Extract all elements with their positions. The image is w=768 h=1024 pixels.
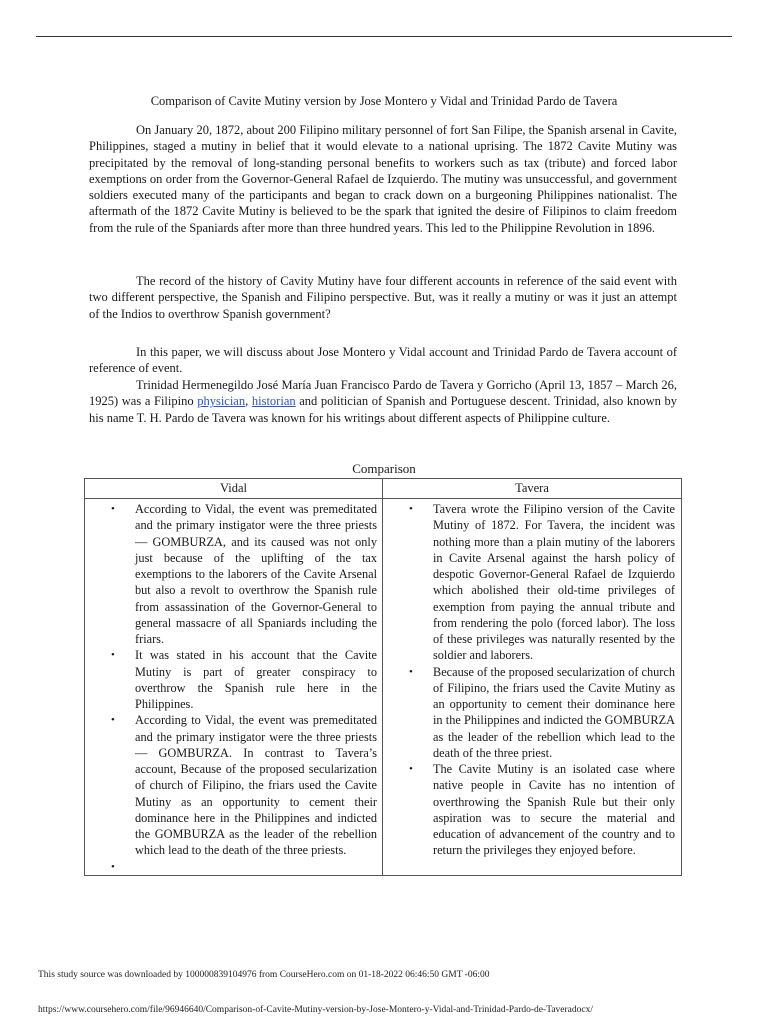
paragraph-intro: On January 20, 1872, about 200 Filipino military personnel of fort San Filipe, the Spanish arsenal in Cavite, Philippines, staged a mutiny in belief that it would elevate to a national uprising. The 1872 Cavite Mutiny was precipitated by the removal of long-standing personal benefits to workers such as tax (tribute) and forced labor exemptions on order from the Governor-General Rafael de Izquierdo. The mutiny was unsuccessful, and government soldiers executed many of the participants and began to crack down on a burgeoning Philippines nationalist. The aftermath of the 1872 Cavite Mutiny is believed to be the spark that ignited the desire of Filipinos to claim freedom from the rule of the Spaniards after more than three hundred years. This led to the Philippine Revolution in 1896. [89,123,677,235]
vidal-point-text: According to Vidal, the event was premeditated and the primary instigator were the three priests — GOMBURZA, and its caused was not only just because of the uplifting of the tax exemptions to the laborers of the Cavite Arsenal but also a revolt to overthrow the Spanish rule from assassination of the Governor-General to general massacre of all Spaniards including the friars. [135,502,377,646]
tavera-point [409,761,675,859]
bio-separator: , [245,394,252,409]
vidal-cell [85,499,383,876]
bullet-icon: • [409,503,413,515]
vidal-point-text: It was stated in his account that the Cavite Mutiny is part of greater conspiracy to overthrow the Spanish rule here in the Philippines. [135,648,377,711]
vidal-point-text: According to Vidal, the event was premeditated and the primary instigator were the three priests — GOMBURZA. In contrast to Tavera’s account, Because of the proposed secularization of church of Filipino, the friars used the Cavite Mutiny as an opportunity to cement their dominance here in the Philippines and indicted the GOMBURZA as the leader of the rebellion which lead to the death of the three priests. [135,713,377,858]
bullet-icon: • [409,665,413,678]
bullet-icon: • [111,860,115,873]
tavera-cell [383,499,682,876]
bullet-icon: • [111,714,115,727]
historian-link[interactable]: historian [251,394,296,409]
document-title: Comparison of Cavite Mutiny version by Jose Montero y Vidal and Trinidad Pardo de Tavera [150,94,618,108]
source-url[interactable]: https://www.coursehero.com/file/96946640/Comparison-of-Cavite-Mutiny-version-by-Jose-Montero-y-Vidal-and-Trinidad-Pardo-de-Taveradocx/ [38,1005,593,1015]
vidal-point [111,712,377,858]
vidal-point [111,501,377,647]
tavera-point-text: Tavera wrote the Filipino version of the Cavite Mutiny of 1872. For Tavera, the incident was nothing more than a plain mutiny of the laborers in Cavite Arsenal against the harsh policy of despotic Governor-General Rafael de Izquierdo which abolished their old-time privileges of exemption from paying the annual tribute and from rendering the polo (forced labor). The loss of these privileges was naturally resented by the soldier and laborers. [433,502,675,663]
bullet-icon: • [111,503,115,515]
comparison-table [84,478,682,876]
column-header-tavera: Tavera [383,479,682,499]
bullet-icon: • [111,649,115,662]
table-caption: Comparison [352,461,416,476]
vidal-point [111,647,377,712]
header-rule [36,36,732,37]
tavera-point-text: Because of the proposed secularization of church of Filipino, the friars used the Cavite Mutiny as an opportunity to cement their dominance here in the Philippines and indicted the GOMBURZA as the leader of the rebellion which lead to the death of the three priest. [433,664,675,760]
download-note: This study source was downloaded by 100000839104976 from CourseHero.com on 01-18-2022 06:46:50 GMT -06:00 [38,970,490,980]
paragraph-tavera-bio [89,377,677,426]
vidal-point [111,859,377,875]
bio-text-end: and politician of Spanish and Portuguese descent. Trinidad, also known by his name T. H. Pardo de Tavera was known for his writings about different aspects of Philippine culture. [89,394,677,425]
tavera-point [409,664,675,762]
paragraph-accounts: The record of the history of Cavity Mutiny have four different accounts in reference of the said event with two different perspective, the Spanish and Filipino perspective. But, was it really a mutiny or was it just an attempt of the Indios to overthrow Spanish government? [89,274,677,321]
bio-text-start: Trinidad Hermenegildo José María Juan Francisco Pardo de Tavera y Gorricho (April 13, 1857 – March 26, 1925) was a Filipino [89,378,677,409]
tavera-point [409,501,675,664]
column-header-vidal: Vidal [85,479,383,499]
paragraph-scope: In this paper, we will discuss about Jose Montero y Vidal account and Trinidad Pardo de Tavera account of reference of event. [89,345,677,376]
bullet-icon: • [409,763,413,775]
physician-link[interactable]: physician [197,394,246,409]
tavera-point-text: The Cavite Mutiny is an isolated case where native people in Cavite has no intention of overthrowing the Spanish Rule but their only aspiration was to secure the material and education of advancement of the country and to return the privileges they enjoyed before. [433,762,675,858]
